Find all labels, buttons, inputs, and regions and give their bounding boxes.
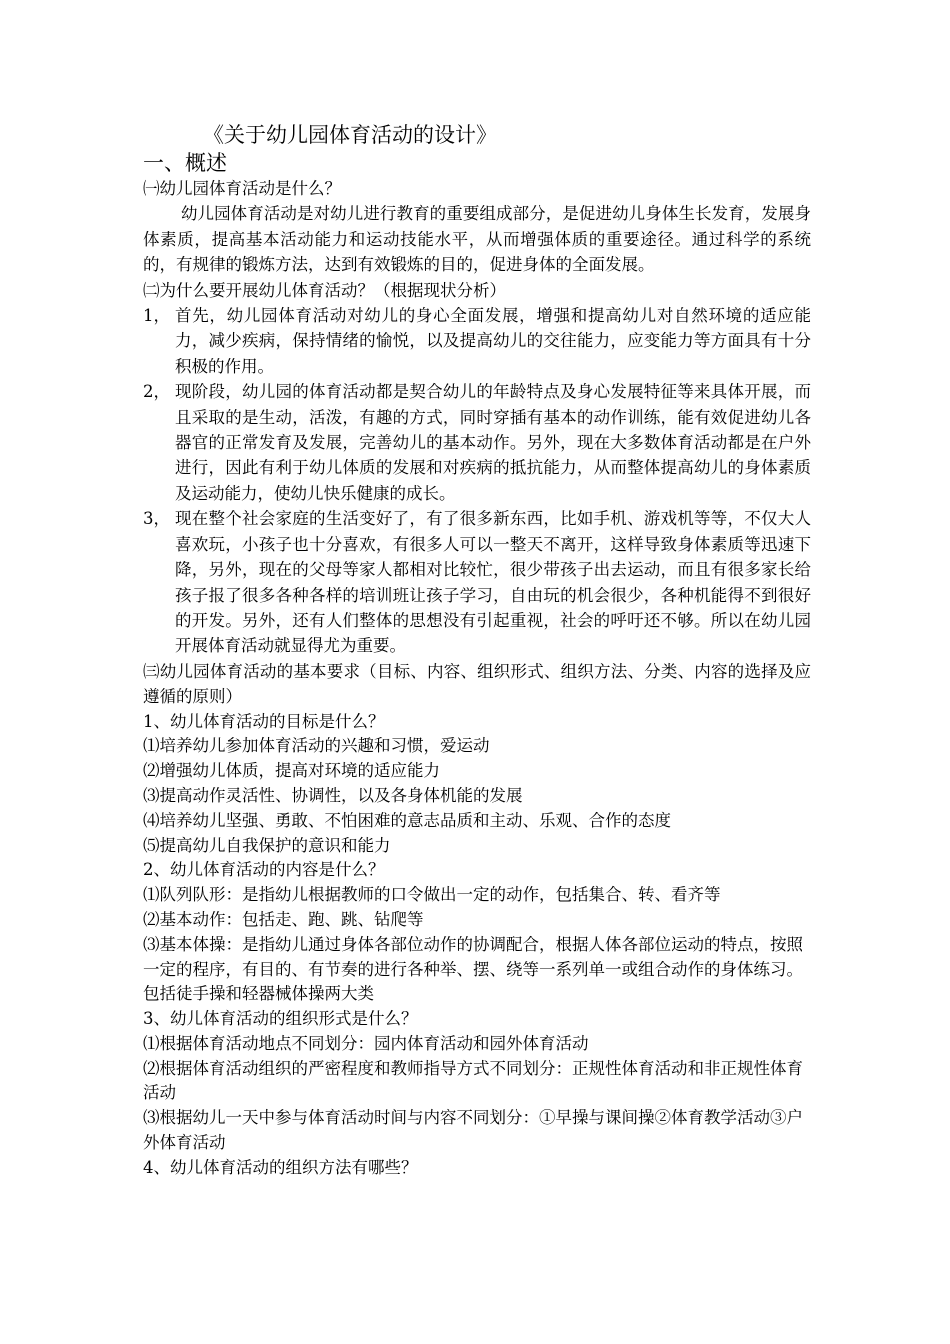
section-heading: 一、概述 [143, 151, 227, 175]
document-page [143, 120, 811, 1181]
list-item: ⑷培养幼儿坚强、勇敢、不怕困难的意志品质和主动、乐观、合作的态度 [143, 810, 671, 830]
item-number: 3， [143, 509, 170, 529]
question-heading: ㈡为什么要开展幼儿体育活动？（根据现状分析） [143, 280, 506, 300]
list-item: ⑴培养幼儿参加体育活动的兴趣和习惯，爱运动 [143, 736, 490, 756]
subsection-heading: 3、幼儿体育活动的组织形式是什么？ [143, 1009, 418, 1029]
list-item [143, 379, 811, 506]
item-number: 2， [143, 382, 170, 402]
list-item: ⑴队列队形：是指幼儿根据教师的口令做出一定的动作，包括集合、转、看齐等 [143, 885, 721, 905]
subsection-heading: 2、幼儿体育活动的内容是什么？ [143, 860, 385, 880]
list-item [143, 506, 811, 658]
subsection-heading: 4、幼儿体育活动的组织方法有哪些？ [143, 1157, 418, 1177]
document-title: 《关于幼儿园体育活动的设计》 [203, 123, 497, 147]
list-item: ⑶基本体操：是指幼儿通过身体各部位动作的协调配合，根据人体各部位运动的特点，按照一定的程序，有目的、有节奏的进行各种举、摆、绕等一系列单一或组合动作的身体练习。包括徒手操和轻器械体操两大类 [143, 934, 803, 1004]
question-heading: ㈠幼儿园体育活动是什么？ [143, 179, 341, 198]
subsection-heading: 1、幼儿体育活动的目标是什么？ [143, 711, 385, 731]
list-item: ⑶根据幼儿一天中参与体育活动时间与内容不同划分：①早操与课间操②体育教学活动③户外体育活动 [143, 1108, 803, 1153]
list-item: ⑶提高动作灵活性、协调性，以及各身体机能的发展 [143, 785, 523, 805]
item-number: 1， [143, 306, 170, 326]
list-item [143, 303, 811, 379]
item-text: 首先，幼儿园体育活动对幼儿的身心全面发展，增强和提高幼儿对自然环境的适应能力，减少疾病，保持情绪的愉悦，以及提高幼儿的交往能力，应变能力等方面具有十分积极的作用。 [175, 306, 811, 376]
item-text: 现阶段，幼儿园的体育活动都是契合幼儿的年龄特点及身心发展特征等来具体开展，而且采取的是生动，活泼，有趣的方式，同时穿插有基本的动作训练，能有效促进幼儿各器官的正常发育及发展，完善幼儿的基本动作。另外，现在大多数体育活动都是在户外进行，因此有利于幼儿体质的发展和对疾病的抵抗能力，从而整体提高幼儿的身体素质及运动能力，使幼儿快乐健康的成长。 [175, 382, 811, 503]
list-item: ⑴根据体育活动地点不同划分：园内体育活动和园外体育活动 [143, 1033, 589, 1053]
list-item: ⑸提高幼儿自我保护的意识和能力 [143, 835, 391, 855]
question-heading: ㈢幼儿园体育活动的基本要求（目标、内容、组织形式、组织方法、分类、内容的选择及应遵循的原则） [143, 661, 811, 707]
item-text: 现在整个社会家庭的生活变好了，有了很多新东西，比如手机、游戏机等等，不仅大人喜欢玩，小孩子也十分喜欢，有很多人可以一整天不离开，这样导致身体素质等迅速下降，另外，现在的父母等家人都相对比较忙，很少带孩子出去运动，而且有很多家长给孩子报了很多各种各样的培训班让孩子学习，自由玩的机会很少，各种机能得不到很好的开发。另外，还有人们整体的思想没有引起重视，社会的呼吁还不够。所以在幼儿园开展体育活动就显得尤为重要。 [175, 509, 811, 656]
list-item: ⑵根据体育活动组织的严密程度和教师指导方式不同划分：正规性体育活动和非正规性体育活动 [143, 1058, 803, 1103]
paragraph: 幼儿园体育活动是对幼儿进行教育的重要组成部分，是促进幼儿身体生长发育，发展身体素质，提高基本活动能力和运动技能水平，从而增强体质的重要途径。通过科学的系统的，有规律的锻炼方法，达到有效锻炼的目的，促进身体的全面发展。 [143, 204, 811, 275]
list-item: ⑵基本动作：包括走、跑、跳、钻爬等 [143, 909, 424, 929]
list-item: ⑵增强幼儿体质，提高对环境的适应能力 [143, 761, 440, 781]
